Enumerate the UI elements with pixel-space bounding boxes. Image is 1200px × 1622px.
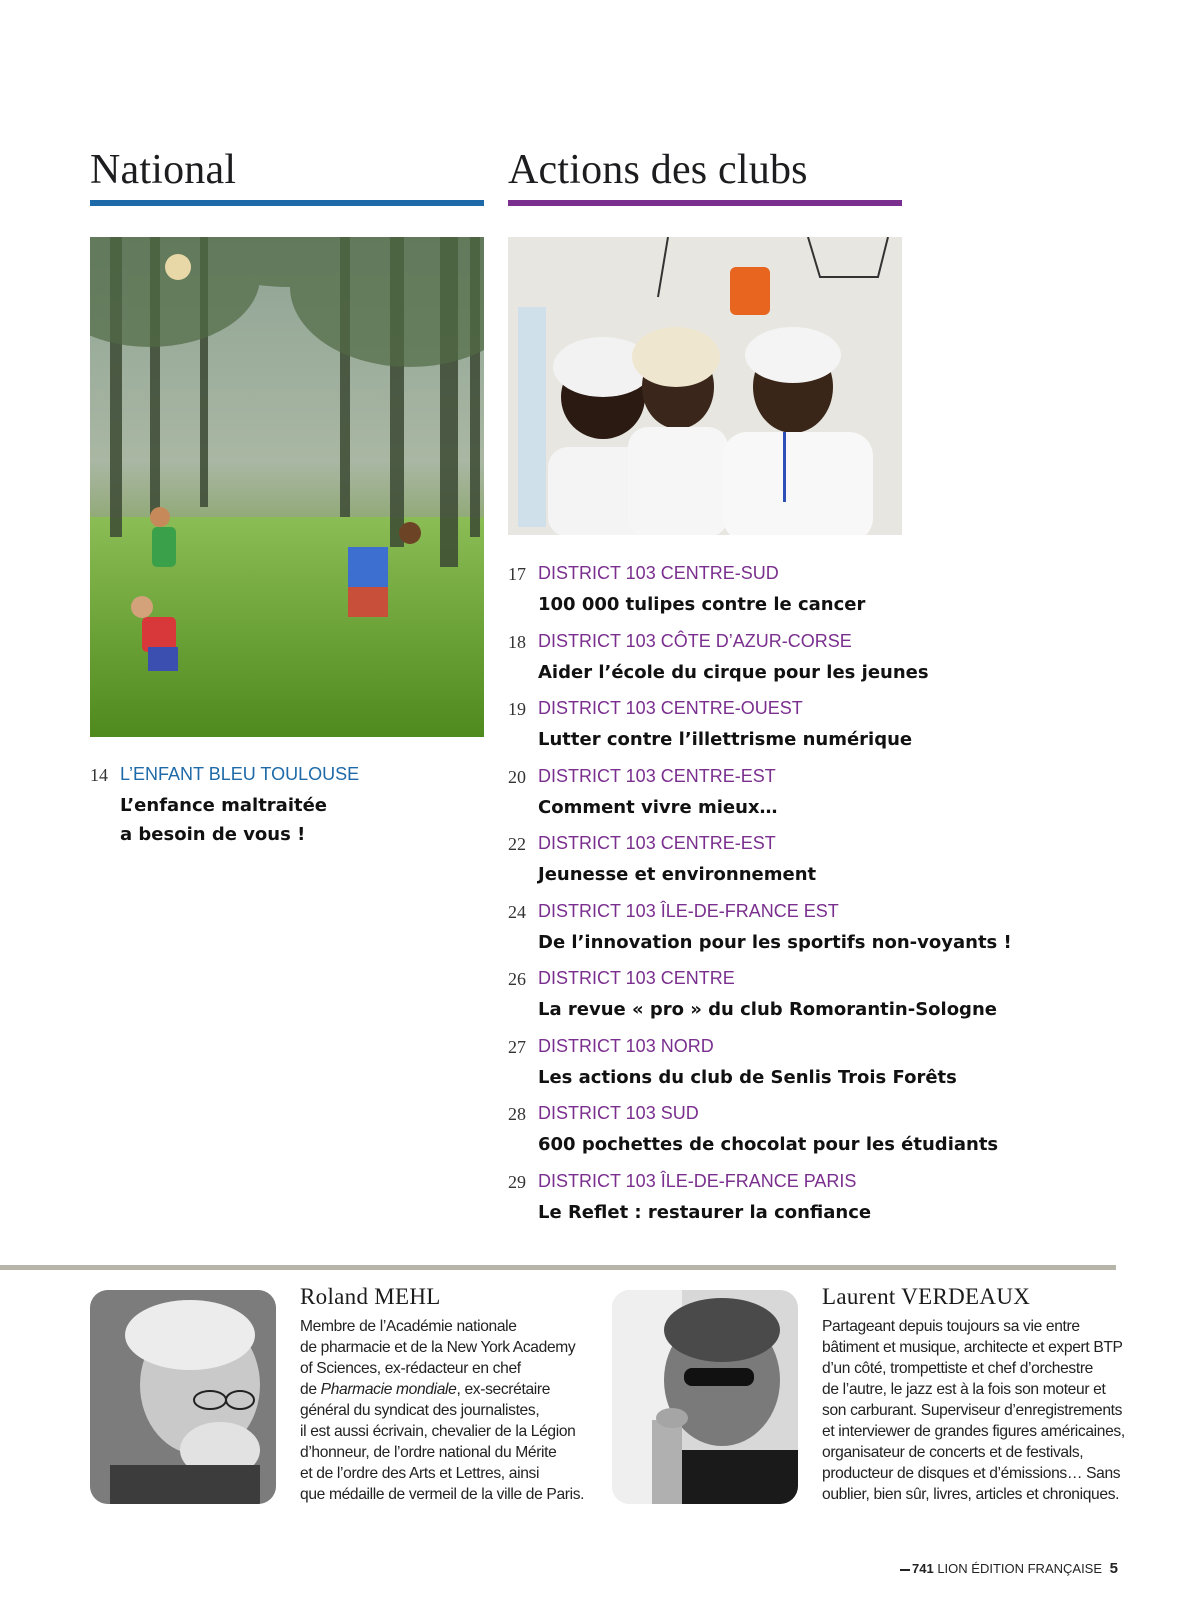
page-number: 29 [508, 1172, 526, 1192]
entry-category: L’ENFANT BLEU TOULOUSE [120, 764, 360, 784]
author-name-mehl: Roland MEHL [300, 1284, 441, 1309]
clubs-photo [508, 237, 902, 535]
entry-headline-line-2: a besoin de vous ! [120, 824, 306, 845]
national-photo [90, 237, 484, 737]
author-name-verdeaux: Laurent VERDEAUX [822, 1284, 1031, 1309]
page-footer [900, 1560, 1118, 1577]
entry-category: DISTRICT 103 CENTRE [538, 968, 735, 988]
authors-divider [0, 1265, 1116, 1270]
clubs-toc-entry[interactable] [508, 1171, 1128, 1231]
clubs-toc-entry[interactable] [508, 631, 1128, 691]
author-portrait-mehl [90, 1290, 276, 1504]
clubs-title-rule [508, 200, 902, 206]
clubs-toc-entry[interactable] [508, 1103, 1128, 1163]
entry-headline: Les actions du club de Senlis Trois Forêts [538, 1067, 957, 1088]
page-number: 18 [508, 632, 526, 652]
page-number: 28 [508, 1104, 526, 1124]
entry-headline: De l’innovation pour les sportifs non-voyants ! [538, 932, 1012, 953]
page-number: 19 [508, 699, 526, 719]
entry-category: DISTRICT 103 SUD [538, 1103, 699, 1123]
page-number: 26 [508, 969, 526, 989]
entry-headline: Comment vivre mieux… [538, 797, 778, 818]
page-number: 17 [508, 564, 526, 584]
issue-number: 741 [912, 1561, 934, 1576]
page-number: 27 [508, 1037, 526, 1057]
page-number: 14 [90, 765, 108, 785]
clubs-toc-entry[interactable] [508, 766, 1128, 826]
author-bio-verdeaux: Partageant depuis toujours sa vie entre bâtiment et musique, architecte et expert BTP d’un côté, trompettiste et chef d’orchestre de l’autre, le jazz est à la fois son moteur et son carburant. Superviseur d’enregistrements et interviewer de grandes figures américaines, organisateur de concerts et de festivals, producteur de disques et d’émissions… Sans oublier, bien sûr, livres, articles et chroniques. [822, 1318, 1125, 1503]
bio-text: , ex-secrétaire général du syndicat des journalistes, il est aussi écrivain, chevalier de la Légion d’honneur, de l’ordre national du Mérite et de l’ordre des Arts et Lettres, ainsi que médaille de vermeil de la ville de Paris. [300, 1381, 585, 1503]
clubs-toc-entry[interactable] [508, 968, 1128, 1028]
clubs-toc-entry[interactable] [508, 698, 1128, 758]
entry-headline [120, 791, 327, 849]
entry-headline: La revue « pro » du club Romorantin-Sologne [538, 999, 997, 1020]
entry-headline: Aider l’école du cirque pour les jeunes [538, 662, 929, 683]
page-number: 20 [508, 767, 526, 787]
entry-category: DISTRICT 103 ÎLE-DE-FRANCE PARIS [538, 1171, 857, 1191]
national-toc-entry[interactable] [90, 764, 484, 854]
clubs-toc-entry[interactable] [508, 563, 1128, 623]
entry-headline: 600 pochettes de chocolat pour les étudiants [538, 1134, 999, 1155]
bio-text: Membre de l’Académie nationale de pharmacie et de la New York Academy of Sciences, ex-rédacteur en chef de [300, 1318, 576, 1398]
author-bio-mehl [300, 1316, 600, 1505]
page-number-footer: 5 [1109, 1560, 1118, 1577]
publication-name: LION ÉDITION FRANÇAISE [937, 1561, 1103, 1576]
page-number: 24 [508, 902, 526, 922]
entry-category: DISTRICT 103 ÎLE-DE-FRANCE EST [538, 901, 839, 921]
clubs-toc-entry[interactable] [508, 1036, 1128, 1096]
national-section-title: National [90, 147, 237, 193]
entry-category: DISTRICT 103 CENTRE-EST [538, 766, 776, 786]
clubs-toc-entry[interactable] [508, 833, 1128, 893]
entry-headline: Le Reflet : restaurer la confiance [538, 1202, 872, 1223]
entry-headline: 100 000 tulipes contre le cancer [538, 594, 866, 615]
bio-publication-title: Pharmacie mondiale [320, 1381, 457, 1398]
entry-headline: Lutter contre l’illettrisme numérique [538, 729, 913, 750]
clubs-toc-entry[interactable] [508, 901, 1128, 961]
entry-headline: Jeunesse et environnement [538, 864, 817, 885]
author-portrait-verdeaux [612, 1290, 798, 1504]
entry-category: DISTRICT 103 CENTRE-EST [538, 833, 776, 853]
entry-category: DISTRICT 103 NORD [538, 1036, 714, 1056]
page-number: 22 [508, 834, 526, 854]
entry-category: DISTRICT 103 CENTRE-OUEST [538, 698, 803, 718]
entry-headline-line-1: L’enfance maltraitée [120, 795, 328, 816]
national-title-rule [90, 200, 484, 206]
footer-dash [900, 1569, 910, 1571]
entry-category: DISTRICT 103 CENTRE-SUD [538, 563, 779, 583]
entry-category: DISTRICT 103 CÔTE D’AZUR-CORSE [538, 631, 852, 651]
clubs-section-title: Actions des clubs [508, 147, 808, 193]
